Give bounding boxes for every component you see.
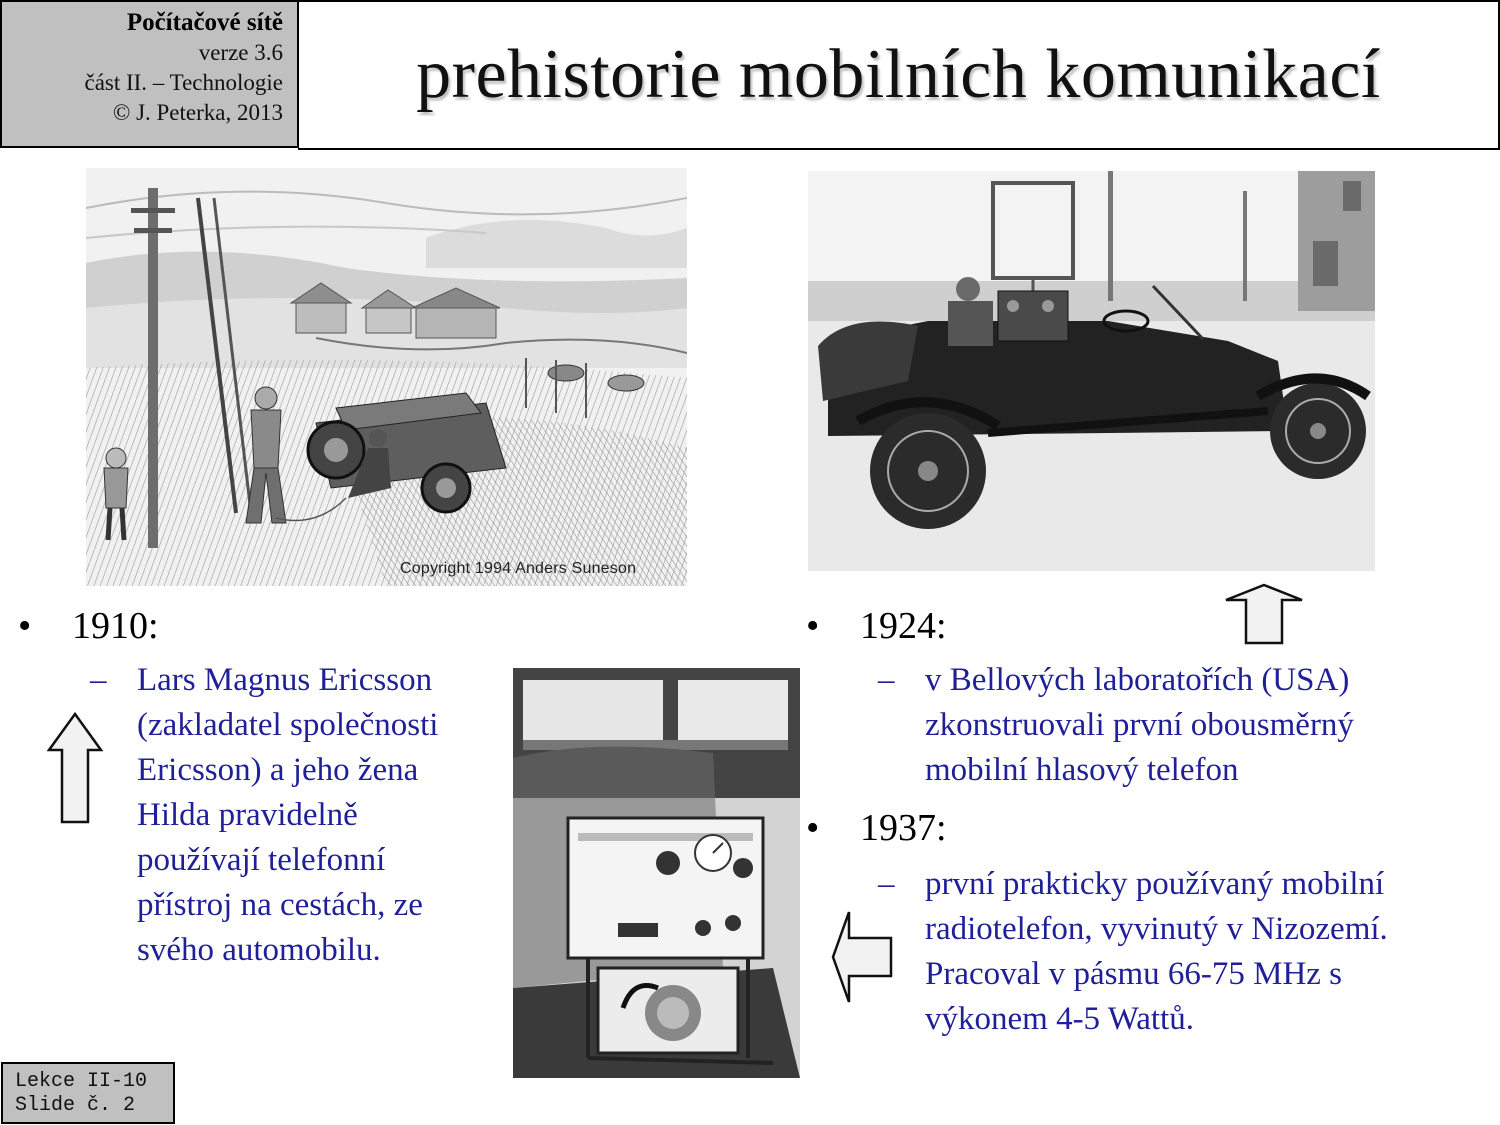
text-line: výkonem 4-5 Wattů. bbox=[925, 1001, 1194, 1037]
dash-marker: – bbox=[878, 866, 895, 902]
bullet-1924 bbox=[806, 604, 1006, 648]
slide-title: prehistorie mobilních komunikací bbox=[416, 36, 1381, 113]
text-line: (zakladatel společnosti bbox=[137, 707, 439, 743]
radiotelephone-text bbox=[925, 862, 1388, 1042]
copyright-label: © J. Peterka, 2013 bbox=[112, 100, 283, 125]
bullet-dot: • bbox=[18, 605, 32, 647]
ericsson-description bbox=[90, 658, 500, 978]
arrow-up-icon bbox=[47, 712, 103, 824]
bell-labs-car-photo bbox=[808, 171, 1375, 571]
text-line: mobilní hlasový telefon bbox=[925, 752, 1239, 788]
course-name: Počítačové sítě bbox=[126, 9, 283, 36]
title-box bbox=[298, 0, 1500, 150]
bullet-1910 bbox=[18, 604, 218, 648]
text-line: Ericsson) a jeho žena bbox=[137, 752, 419, 788]
text-line: přístroj na cestách, ze bbox=[137, 887, 423, 923]
ericsson-text bbox=[137, 658, 438, 973]
text-line: Lars Magnus Ericsson bbox=[137, 662, 433, 698]
dash-marker: – bbox=[90, 662, 107, 698]
radiotelephone-description bbox=[878, 862, 1478, 1052]
text-line: Hilda pravidelně bbox=[137, 797, 358, 833]
text-line: první prakticky používaný mobilní bbox=[925, 866, 1385, 902]
arrow-up-icon bbox=[1224, 583, 1304, 645]
lecture-label: Lekce II-10 bbox=[15, 1070, 148, 1093]
text-line: zkonstruovali první obousměrný bbox=[925, 707, 1354, 743]
year-1924-label: 1924: bbox=[860, 605, 947, 647]
radiotelephone-1937-photo bbox=[513, 668, 800, 1078]
text-line: radiotelefon, vyvinutý v Nizozemí. bbox=[925, 911, 1388, 947]
text-line: používají telefonní bbox=[137, 842, 386, 878]
bell-labs-text bbox=[925, 658, 1354, 793]
year-1910-label: 1910: bbox=[72, 605, 159, 647]
text-line: svého automobilu. bbox=[137, 932, 381, 968]
arrow-left-icon bbox=[831, 910, 893, 1004]
bullet-1937 bbox=[806, 806, 1006, 850]
bullet-dot: • bbox=[806, 807, 820, 849]
slide-number-box bbox=[1, 1062, 175, 1124]
slide-label: Slide č. 2 bbox=[15, 1094, 136, 1117]
year-1937-label: 1937: bbox=[860, 807, 947, 849]
text-line: v Bellových laboratořích (USA) bbox=[925, 662, 1350, 698]
version-label: verze 3.6 bbox=[198, 40, 283, 65]
part-label: část II. – Technologie bbox=[84, 70, 283, 95]
bell-labs-description bbox=[878, 658, 1478, 798]
ericsson-drawing-image bbox=[86, 168, 687, 586]
drawing-credit: Copyright 1994 Anders Suneson bbox=[400, 560, 637, 577]
course-info-box bbox=[0, 0, 298, 148]
bullet-dot: • bbox=[806, 605, 820, 647]
dash-marker: – bbox=[878, 662, 895, 698]
text-line: Pracoval v pásmu 66-75 MHz s bbox=[925, 956, 1343, 992]
